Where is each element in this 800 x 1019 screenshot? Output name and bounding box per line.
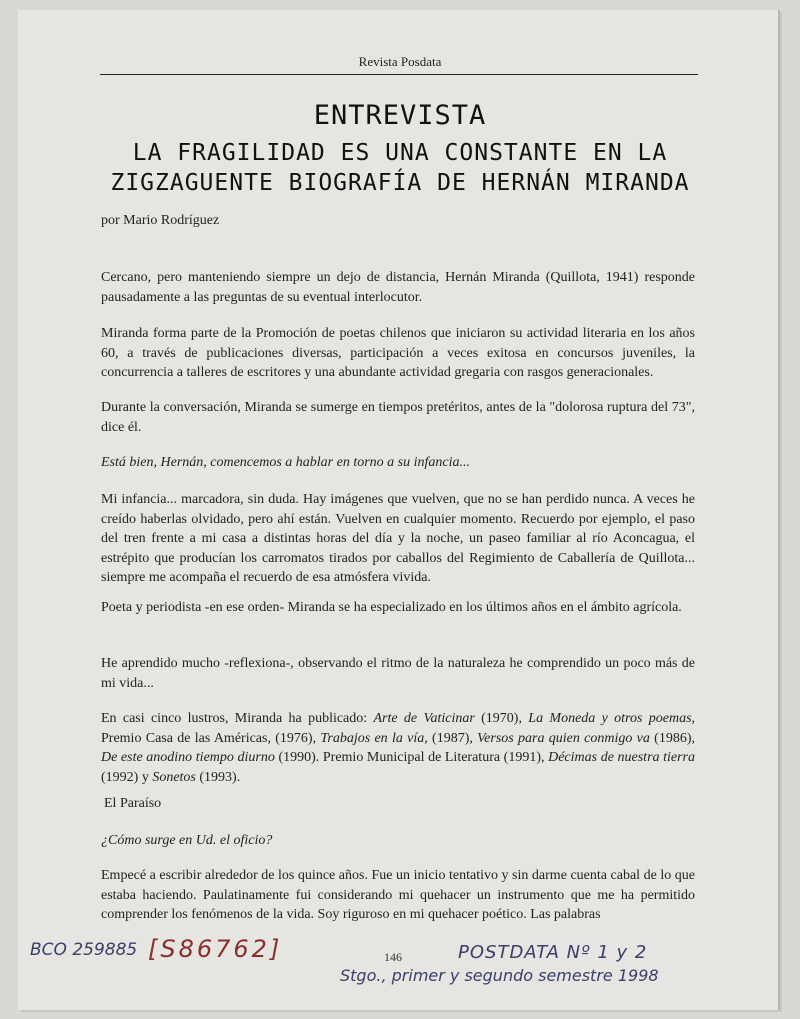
paragraph-infancia: Mi infancia... marcadora, sin duda. Hay imágenes que vuelven, que no se han perdido nunca. A veces he creído haberlas olvidado, pero ahí están. Vuelven en cualquier momento. Recuerdo por ejemplo, el paso del tren frente a mi casa a distintas horas del día y la noche, un paseo familiar al río Aconcagua, el estrépito que producían los carromatos tirados por caballos del Regimiento de Caballería de Quillota... siempre me acompaña el recuerdo de esa atmósfera vivida. [101,492,695,585]
work-title: Arte de Vaticinar [373,711,475,726]
handwritten-bracket-code: [S86762] [148,935,283,963]
paragraph-obras [101,709,695,787]
paragraph-poeta: Poeta y periodista -en ese orden- Miranda se ha especializado en los últimos años en el ámbito agrícola. [101,600,682,615]
running-header: Revista Posdata [358,54,442,69]
paragraph-oficio: Empecé a escribir alrededor de los quince años. Fue un inicio tentativo y sin darme cuenta cabal de lo que estaba haciendo. Paulatinamente fui considerando mi quehacer un instrumento que me ha permitido comprender los fenómenos de la vida. Soy riguroso en mi quehacer poético. Las palabras [101,868,695,922]
paragraph-intro: Cercano, pero manteniendo siempre un dejo de distancia, Hernán Miranda (Quillota, 1941) responde pausadamente a las preguntas de su eventual interlocutor. [101,270,695,305]
question-infancia: Está bien, Hernán, comencemos a hablar en torno a su infancia... [101,455,471,470]
work-title: De este anodino tiempo diurno [101,750,275,765]
work-title: Trabajos en la vía, [320,730,428,746]
works-text: (1970), [474,711,529,726]
article-kicker: ENTREVISTA [313,100,487,131]
work-title: Versos para quien conmigo va [477,730,650,746]
header-rule [100,74,698,75]
works-text: Premio Casa de las Américas, (1976), [101,730,321,746]
paragraph-conversacion: Durante la conversación, Miranda se sumerge en tiempos pretéritos, antes de la "dolorosa ruptura del 73", dice él. [101,400,695,435]
works-intro: En casi cinco lustros, Miranda ha publicado: [101,711,374,726]
handwritten-journal-note: POSTDATA Nº 1 y 2 [458,942,648,963]
works-text: (1993). [195,769,241,785]
works-text: (1986), [649,730,695,746]
page-number: 146 [384,950,402,964]
work-title: Décimas de nuestra tierra [548,750,696,765]
handwritten-catalog-code: BCO 259885 [30,940,138,960]
article-title-line-2: ZIGZAGUENTE BIOGRAFÍA DE HERNÁN MIRANDA [110,170,690,196]
works-text: (1987), [427,730,478,746]
works-text: (1992) y [101,769,153,785]
work-title: Sonetos [152,769,196,785]
byline: por Mario Rodríguez [101,213,220,228]
work-title: La Moneda y otros poemas, [528,711,696,726]
handwritten-date-note: Stgo., primer y segundo semestre 1998 [340,966,659,985]
paragraph-promocion: Miranda forma parte de la Promoción de poetas chilenos que iniciaron su actividad literaria en los años 60, a través de publicaciones diversas, participación a veces exitosa en concursos juveniles, la concurrencia a talleres de escritores y una abundante actividad gregaria con rasgos generacionales. [101,326,695,380]
article-title-line-1: LA FRAGILIDAD ES UNA CONSTANTE EN LA [132,140,668,166]
works-text: (1990). Premio Municipal de Literatura (1991), [274,750,549,765]
paragraph-naturaleza: He aprendido mucho -reflexiona-, observando el ritmo de la naturaleza he comprendido un poco más de mi vida... [101,656,695,691]
section-heading: El Paraíso [104,796,162,811]
question-oficio: ¿Cómo surge en Ud. el oficio? [101,833,273,848]
